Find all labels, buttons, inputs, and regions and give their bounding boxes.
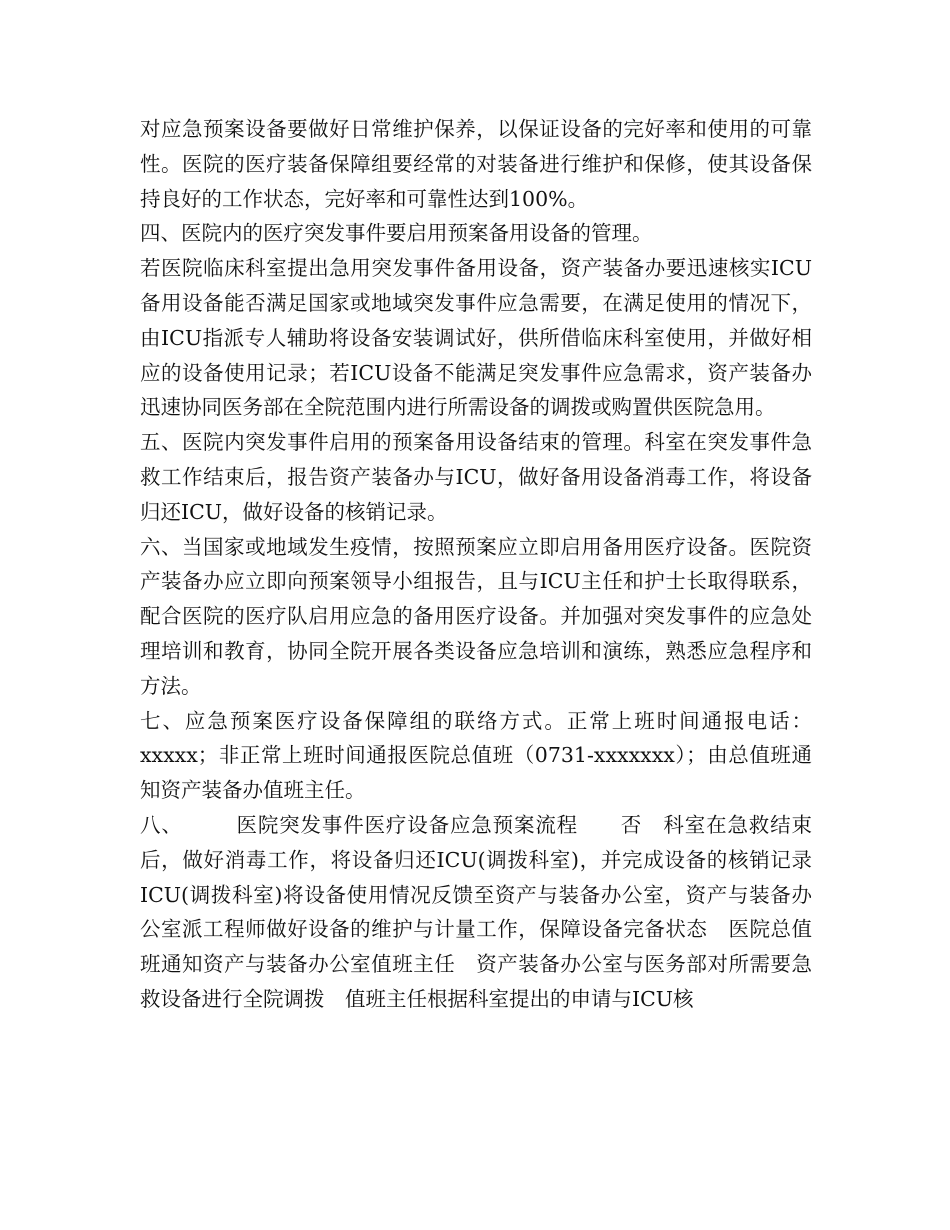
- paragraph-section-seven: 七、应急预案医疗设备保障组的联络方式。正常上班时间通报电话：xxxxx；非正常上班时间通报医院总值班（0731-xxxxxxx）；由总值班通知资产装备办值班主任。: [140, 708, 812, 803]
- paragraph-section-four-heading: 四、医院内的医疗突发事件要启用预案备用设备的管理。: [140, 221, 653, 246]
- document-body: [140, 112, 833, 1017]
- paragraph-section-four-body: 若医院临床科室提出急用突发事件备用设备，资产装备办要迅速核实ICU备用设备能否满足国家或地域突发事件应急需要，在满足使用的情况下，由ICU指派专人辅助将设备安装调试好，供所借临床科室使用，并做好相应的设备使用记录；若ICU设备不能满足突发事件应急需求，资产装备办迅速协同医务部在全院范围内进行所需设备的调拨或购置供医院急用。: [140, 256, 812, 420]
- paragraph-maintenance: 对应急预案设备要做好日常维护保养，以保证设备的完好率和使用的可靠性。医院的医疗装备保障组要经常的对装备进行维护和保修，使其设备保持良好的工作状态，完好率和可靠性达到100%。: [140, 117, 812, 211]
- paragraph-section-eight: 八、 医院突发事件医疗设备应急预案流程 否 科室在急救结束后，做好消毒工作，将设备归还ICU(调拨科室)，并完成设备的核销记录 ICU(调拨科室)将设备使用情况反馈至资产与装备办公室，资产与装备办公室派工程师做好设备的维护与计量工作，保障设备完备状态 医院总值班通知资产与装备办公室值班主任 资产装备办公室与医务部对所需要急救设备进行全院调拨 值班主任根据科室提出的申请与ICU核: [140, 812, 833, 1011]
- paragraph-section-six: 六、当国家或地域发生疫情，按照预案应立即启用备用医疗设备。医院资产装备办应立即向预案领导小组报告，且与ICU主任和护士长取得联系，配合医院的医疗队启用应急的备用医疗设备。并加强对突发事件的应急处理培训和教育，协同全院开展各类设备应急培训和演练，熟悉应急程序和方法。: [140, 534, 812, 698]
- paragraph-section-five: 五、医院内突发事件启用的预案备用设备结束的管理。科室在突发事件急救工作结束后，报告资产装备办与ICU，做好备用设备消毒工作，将设备归还ICU，做好设备的核销记录。: [140, 430, 812, 524]
